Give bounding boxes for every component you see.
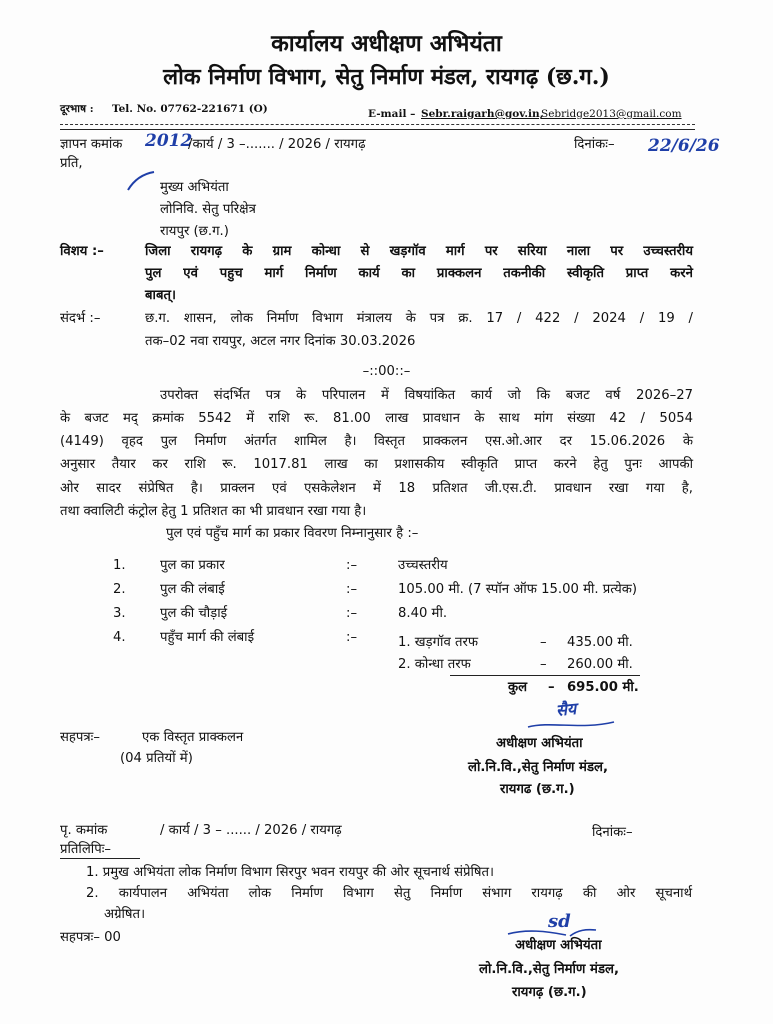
- body-line: (4149) वृहद पुल निर्माण अंतर्गत शामिल है। विस्तृत प्राक्कलन एस.ओ.आर दर 15.06.2026 के: [60, 434, 693, 449]
- detail-num: 1.: [113, 558, 126, 573]
- signatory-office: लो.नि.वि.,सेतु निर्माण मंडल,: [468, 760, 608, 775]
- memo-number-label: ज्ञापन कमांक: [60, 137, 123, 152]
- subject-line: पुल एवं पहुच मार्ग निर्माण कार्य का प्राक्कलन तकनीकी स्वीकृति प्राप्त करने: [145, 266, 693, 281]
- separator: –::00::–: [362, 364, 411, 379]
- approach-label: 1. खड़गॉव तरफ: [398, 635, 479, 650]
- signature-stroke-icon: [526, 718, 616, 732]
- total-underline: [450, 675, 640, 676]
- detail-label: पुल का प्रकार: [160, 558, 225, 573]
- detail-label: पुल की चौड़ाई: [160, 606, 228, 621]
- approach-total-label: कुल: [508, 680, 528, 695]
- recipient-line: लोनिवि. सेतु परिक्षेत्र: [160, 202, 256, 217]
- signatory-place: रायगढ़ (छ.ग.): [512, 985, 587, 1000]
- detail-sep: :–: [346, 630, 358, 645]
- body-line: उपरोक्त संदर्भित पत्र के परिपालन में विषयांकित कार्य जो कि बजट वर्ष 2026–27: [160, 388, 693, 403]
- subject-line: बाबत्।: [145, 288, 176, 303]
- detail-sep: :–: [346, 606, 358, 621]
- email-secondary[interactable]: Sebridge2013@gmail.com: [541, 108, 682, 120]
- signature-sd: sd: [548, 911, 571, 932]
- office-title: कार्यालय अधीक्षण अभियंता: [271, 30, 502, 57]
- copy-number-label: पृ. कमांक: [60, 823, 108, 838]
- approach-value: 260.00 मी.: [567, 657, 633, 672]
- body-line: अनुसार तैयार कर राशि रू. 1017.81 लाख का प्रशासकीय स्वीकृति प्राप्त करने हेतु पुनः आपकी: [60, 457, 693, 472]
- copy-item: 2. कार्यपालन अभियंता लोक निर्माण विभाग सेतु निर्माण संभाग रायगढ़ की ओर सूचनार्थ: [86, 886, 692, 901]
- reference-line: छ.ग. शासन, लोक निर्माण विभाग मंत्रालय के पत्र क्र. 17 / 422 / 2024 / 19 /: [145, 311, 693, 326]
- approach-dash: –: [540, 635, 547, 650]
- subject-label: विशय :–: [60, 244, 104, 259]
- prati-label: प्रति,: [60, 156, 83, 171]
- memo-date-handwritten: 22/6/26: [648, 136, 720, 156]
- copy-item: अग्रेषित।: [104, 907, 146, 922]
- subject-line: जिला रायगढ़ के ग्राम कोन्धा से खड़गॉव मार्ग पर सरिया नाला पर उच्चस्तरीय: [145, 244, 693, 259]
- body-line: तथा क्वालिटी कंट्रोल हेतु 1 प्रतिशत का भी प्रावधान रखा गया है।: [60, 504, 367, 519]
- details-intro: पुल एवं पहुँच मार्ग का प्रकार विवरण निम्नानुसार है :–: [166, 526, 419, 541]
- reference-line: तक–02 नवा रायपुर, अटल नगर दिनांक 30.03.2026: [145, 334, 416, 349]
- detail-value: 105.00 मी. (7 स्पॉन ऑफ 15.00 मी. प्रत्येक): [398, 582, 638, 597]
- copy-number-rest: / कार्य / 3 – ...... / 2026 / रायगढ़: [160, 823, 342, 838]
- detail-value: 8.40 मी.: [398, 606, 448, 621]
- approach-label: 2. कोन्धा तरफ: [398, 657, 471, 672]
- copy-date-label: दिनांकः–: [592, 825, 633, 840]
- detail-label: पुल की लंबाई: [160, 582, 225, 597]
- body-line: के बजट मद् क्रमांक 5542 में राशि रू. 81.00 लाख प्रावधान के साथ मांग संख्या 42 / 5054: [60, 411, 693, 426]
- approach-total-value: 695.00 मी.: [567, 680, 639, 695]
- enclosure-label: सहपत्रः–: [60, 730, 100, 745]
- office-subtitle: लोक निर्माण विभाग, सेतु निर्माण मंडल, रायगढ़ (छ.ग.): [163, 64, 610, 90]
- detail-label: पहुँच मार्ग की लंबाई: [160, 630, 255, 645]
- memo-number-handwritten: 2012: [145, 131, 193, 151]
- header-divider: [60, 129, 695, 130]
- signatory-title: अधीक्षण अभियंता: [515, 938, 602, 953]
- signatory-office: लो.नि.वि.,सेतु निर्माण मंडल,: [479, 962, 619, 977]
- phone-label: दूरभाष :: [60, 103, 94, 115]
- reference-label: संदर्भ :–: [60, 311, 101, 326]
- signature-initials: सैय: [555, 699, 578, 720]
- pratilipi-label: प्रतिलिपिः–: [60, 842, 111, 857]
- copy-enclosure: सहपत्रः– 00: [60, 930, 121, 945]
- handwritten-tick-icon: [124, 168, 164, 198]
- signatory-place: रायगढ (छ.ग.): [500, 782, 575, 797]
- email-label: E-mail –: [368, 108, 416, 120]
- phone-value: Tel. No. 07762-221671 (O): [112, 103, 268, 115]
- pratilipi-underline: [60, 858, 140, 859]
- approach-value: 435.00 मी.: [567, 635, 633, 650]
- approach-dash: –: [540, 657, 547, 672]
- detail-value: उच्चस्तरीय: [398, 558, 448, 573]
- email-primary[interactable]: Sebr.raigarh@gov.in,: [421, 108, 544, 120]
- recipient-line: मुख्य अभियंता: [160, 180, 229, 195]
- enclosure-line: (04 प्रतियों में): [120, 751, 193, 766]
- signatory-title: अधीक्षण अभियंता: [496, 736, 583, 751]
- detail-sep: :–: [346, 558, 358, 573]
- detail-num: 3.: [113, 606, 126, 621]
- header-divider-dashed: [60, 124, 695, 125]
- body-line: ओर सादर संप्रेषित है। प्राक्लन एवं एसकेलेशन में 18 प्रतिशत जी.एस.टी. प्रावधान रखा गया है,: [60, 481, 693, 496]
- enclosure-line: एक विस्तृत प्राक्कलन: [142, 730, 244, 745]
- approach-total-dash: –: [548, 680, 555, 695]
- copy-item: 1. प्रमुख अभियंता लोक निर्माण विभाग सिरपुर भवन रायपुर की ओर सूचनार्थ संप्रेषित।: [86, 865, 495, 880]
- memo-date-label: दिनांकः–: [574, 137, 615, 152]
- memo-number-rest: /कार्य / 3 –....... / 2026 / रायगढ़: [188, 137, 366, 152]
- detail-sep: :–: [346, 582, 358, 597]
- detail-num: 4.: [113, 630, 126, 645]
- recipient-line: रायपुर (छ.ग.): [160, 224, 229, 239]
- detail-num: 2.: [113, 582, 126, 597]
